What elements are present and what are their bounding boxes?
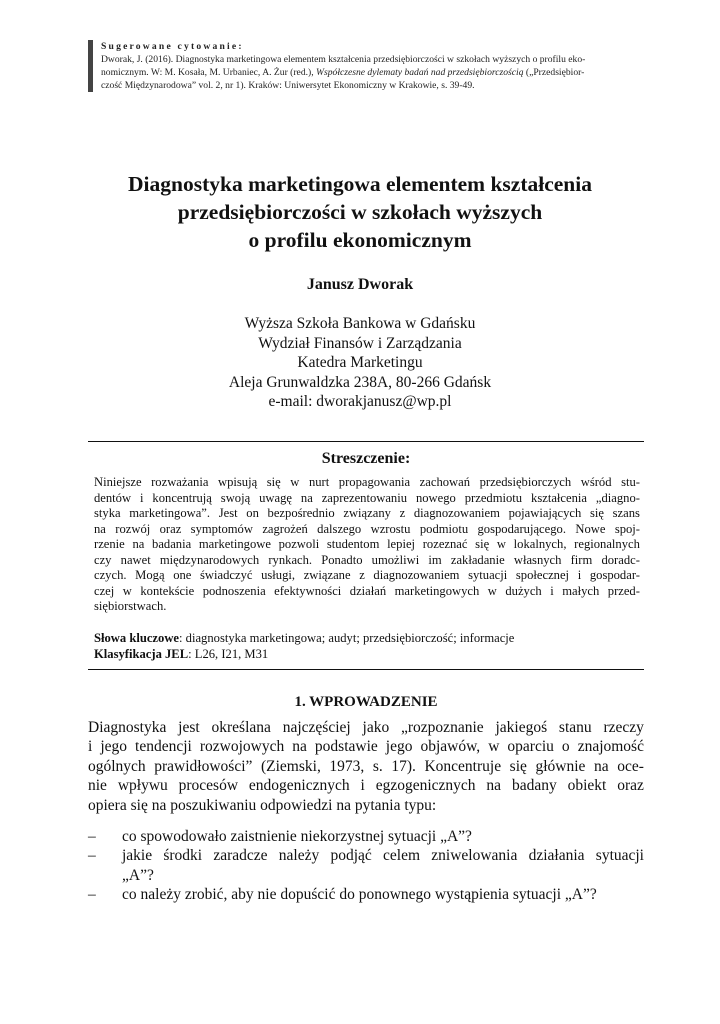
abstract-line: styka marketingowa”. Jest on bezpośrednio związany z diagnozowaniem pojawiających się szans [94,506,640,520]
title-line: przedsiębiorczości w szkołach wyższych [177,200,543,224]
list-item [88,846,644,885]
abstract-body [94,475,640,615]
citation-text: nomicznym. W: M. Kosała, M. Urbaniec, A. Żur (red.), [101,67,317,78]
title-line: Diagnostyka marketingowa elementem kształcenia [128,172,592,196]
dash-bullet: – [88,828,96,845]
keywords-block [94,631,640,662]
affiliation-line: Aleja Grunwaldzka 238A, 80-266 Gdańsk [228,373,492,391]
author-name: Janusz Dworak [306,276,414,293]
list-item-text: co należy zrobić, aby nie dopuścić do ponownego wystąpienia sytuacji „A”? [122,886,597,904]
citation-line [101,66,661,79]
bottom-divider [88,669,644,670]
citation-text: („Przedsiębior- [523,67,585,78]
jel-line [94,647,640,663]
paper-title [60,170,660,254]
body-line: nie wpływu procesów endogenicznych i egzogenicznych na badany obiekt oraz [88,777,644,795]
citation-line: Dworak, J. (2016). Diagnostyka marketingowa elementem kształcenia przedsiębiorczości w szkołach wyższych o profilu eko- [101,54,586,65]
body-line: i jego tendencji rozwojowych na podstawie jego objawów, w oparciu o znajomość [88,738,644,756]
list-item [88,827,644,846]
abstract-line: Niniejsze rozważania wpisują się w nurt propagowania zachowań przedsiębiorczych wśród stu- [94,475,640,489]
list-item-text: co spowodowało zaistnienie niekorzystnej sytuacji „A”? [122,828,472,845]
affiliation-line: Wydział Finansów i Zarządzania [258,334,462,352]
citation-heading: Sugerowane cytowanie: [101,41,244,52]
jel-value: : L26, I21, M31 [188,646,269,661]
citation-book-title: Współczesne dylematy badań nad przedsiębiorczością [316,67,524,78]
citation-line: czość Międzynarodowa” vol. 2, nr 1). Kraków: Uniwersytet Ekonomiczny w Krakowie, s. 39-49. [101,80,475,91]
suggested-citation [88,40,661,92]
section-heading: 1. WPROWADZENIE [294,694,438,710]
abstract-line: na rozwój oraz symptomów zagrożeń dalszego wzrostu podmiotu gospodarującego. Nowe spoj- [94,521,640,536]
dash-bullet: – [88,886,96,904]
list-item-text: jakie środki zaradcze należy podjąć celem zniwelowania działania sytuacji [122,847,644,865]
list-item-text: „A”? [122,866,154,884]
abstract-heading: Streszczenie: [321,450,411,467]
body-line: Diagnostyka jest określana najczęściej jako „rozpoznanie jakiegoś stanu rzeczy [88,719,644,736]
abstract-line: siębiorstwach. [94,599,167,613]
abstract-line: dentów i koncentrują swoją uwagę na zaprezentowaniu nowego przedmiotu kształcenia „diagno- [94,490,640,505]
affiliation [60,314,660,412]
dash-bullet: – [88,847,96,865]
body-line: opiera się na poszukiwaniu odpowiedzi na pytania typu: [88,796,437,814]
author-email: e-mail: dworakjanusz@wp.pl [268,393,452,410]
section-body [88,718,644,815]
affiliation-line: Katedra Marketingu [297,354,423,371]
keywords-value: : diagnostyka marketingowa; audyt; przedsiębiorczość; informacje [179,631,515,645]
jel-label: Klasyfikacja JEL [94,646,189,661]
title-line: o profilu ekonomicznym [248,228,472,252]
affiliation-line: Wyższa Szkoła Bankowa w Gdańsku [244,315,476,332]
abstract-line: czych. Mogą one świadczyć usługi, związane z diagnozowaniem sytuacji społecznej i gospodar- [94,568,640,582]
question-list [88,827,644,905]
keywords-label: Słowa kluczowe [94,631,180,645]
top-divider [88,441,644,442]
list-item [88,885,644,904]
abstract-line: czej w kontekście podnoszenia efektywności działań marketingowych w dużych i małych przed- [94,583,640,598]
abstract-line: czy nawet międzynarodowych rynkach. Ponadto umożliwi im zakładanie własnych firm doradc- [94,552,640,567]
keywords-line [94,631,640,647]
abstract-line: rzenie na badania marketingowe pozwoli studentom lepiej rozeznać się w lokalnych, regionalnych [94,537,640,551]
body-line: ogólnych prawidłowości” (Ziemski, 1973, s. 17). Koncentruje się głównie na oce- [88,757,644,775]
